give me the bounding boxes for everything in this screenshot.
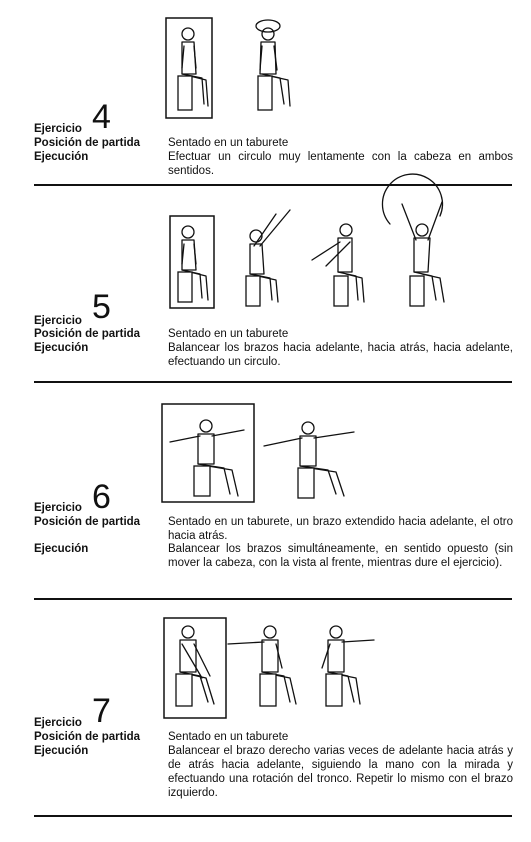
posicion-label: Posición de partida (34, 731, 141, 743)
seated-figure-icon (264, 422, 354, 498)
ejecucion-label: Ejecución (34, 151, 89, 163)
seated-figure-icon (382, 174, 444, 306)
section-divider (34, 381, 512, 383)
seated-figure-icon (178, 28, 208, 110)
seated-figure-icon (176, 626, 214, 706)
seated-figure-icon (322, 626, 374, 706)
exercise-5-illustrations (166, 196, 466, 311)
seated-figure-icon (312, 224, 364, 306)
ejecucion-label: Ejecución (34, 745, 89, 757)
ejecucion-text: Efectuar un circulo muy lentamente con la cabeza en ambos sentidos. (168, 151, 513, 177)
ejecucion-text: Balancear el brazo derecho varias veces de adelante hacia atrás y de atrás hacia adelante, siguiendo la mano con la mirada y efectuando una rotación del tronco. Repetir lo mismo con el brazo izquierdo. (168, 745, 513, 799)
seated-figure-icon (170, 420, 244, 496)
exercise-number: 6 (92, 478, 111, 516)
section-divider (34, 815, 512, 817)
ejecucion-label: Ejecución (34, 543, 89, 555)
ejercicio-label: Ejercicio (34, 502, 82, 514)
posicion-text: Sentado en un taburete (168, 328, 289, 340)
posicion-text: Sentado en un taburete (168, 731, 289, 743)
seated-figure-icon (256, 20, 290, 110)
exercise-6-illustrations (158, 402, 378, 508)
posicion-label: Posición de partida (34, 516, 141, 528)
posicion-label: Posición de partida (34, 137, 141, 149)
ejercicio-label: Ejercicio (34, 717, 82, 729)
section-divider (34, 598, 512, 600)
ejecucion-label: Ejecución (34, 342, 89, 354)
exercise-7-illustrations (160, 616, 385, 720)
posicion-text: Sentado en un taburete, un brazo extendido hacia adelante, el otro hacia atrás. (168, 516, 513, 542)
ejercicio-label: Ejercicio (34, 315, 82, 327)
ejecucion-text: Balancear los brazos simultáneamente, en sentido opuesto (sin mover la cabeza, con la vista al frente, mientras dure el ejercicio). (168, 543, 513, 569)
ejecucion-text: Balancear los brazos hacia adelante, hacia atrás, hacia adelante, efectuando un circulo. (168, 342, 513, 368)
seated-figure-icon (246, 210, 290, 306)
frame-outline (164, 618, 226, 718)
section-divider (34, 184, 512, 186)
seated-figure-icon (178, 226, 208, 302)
posicion-label: Posición de partida (34, 328, 141, 340)
exercise-number: 7 (92, 692, 111, 730)
ejercicio-label: Ejercicio (34, 123, 82, 135)
exercise-number: 5 (92, 288, 111, 326)
posicion-text: Sentado en un taburete (168, 137, 289, 149)
exercise-number: 4 (92, 98, 111, 136)
exercise-4-illustrations (160, 14, 300, 124)
seated-figure-icon (228, 626, 296, 706)
